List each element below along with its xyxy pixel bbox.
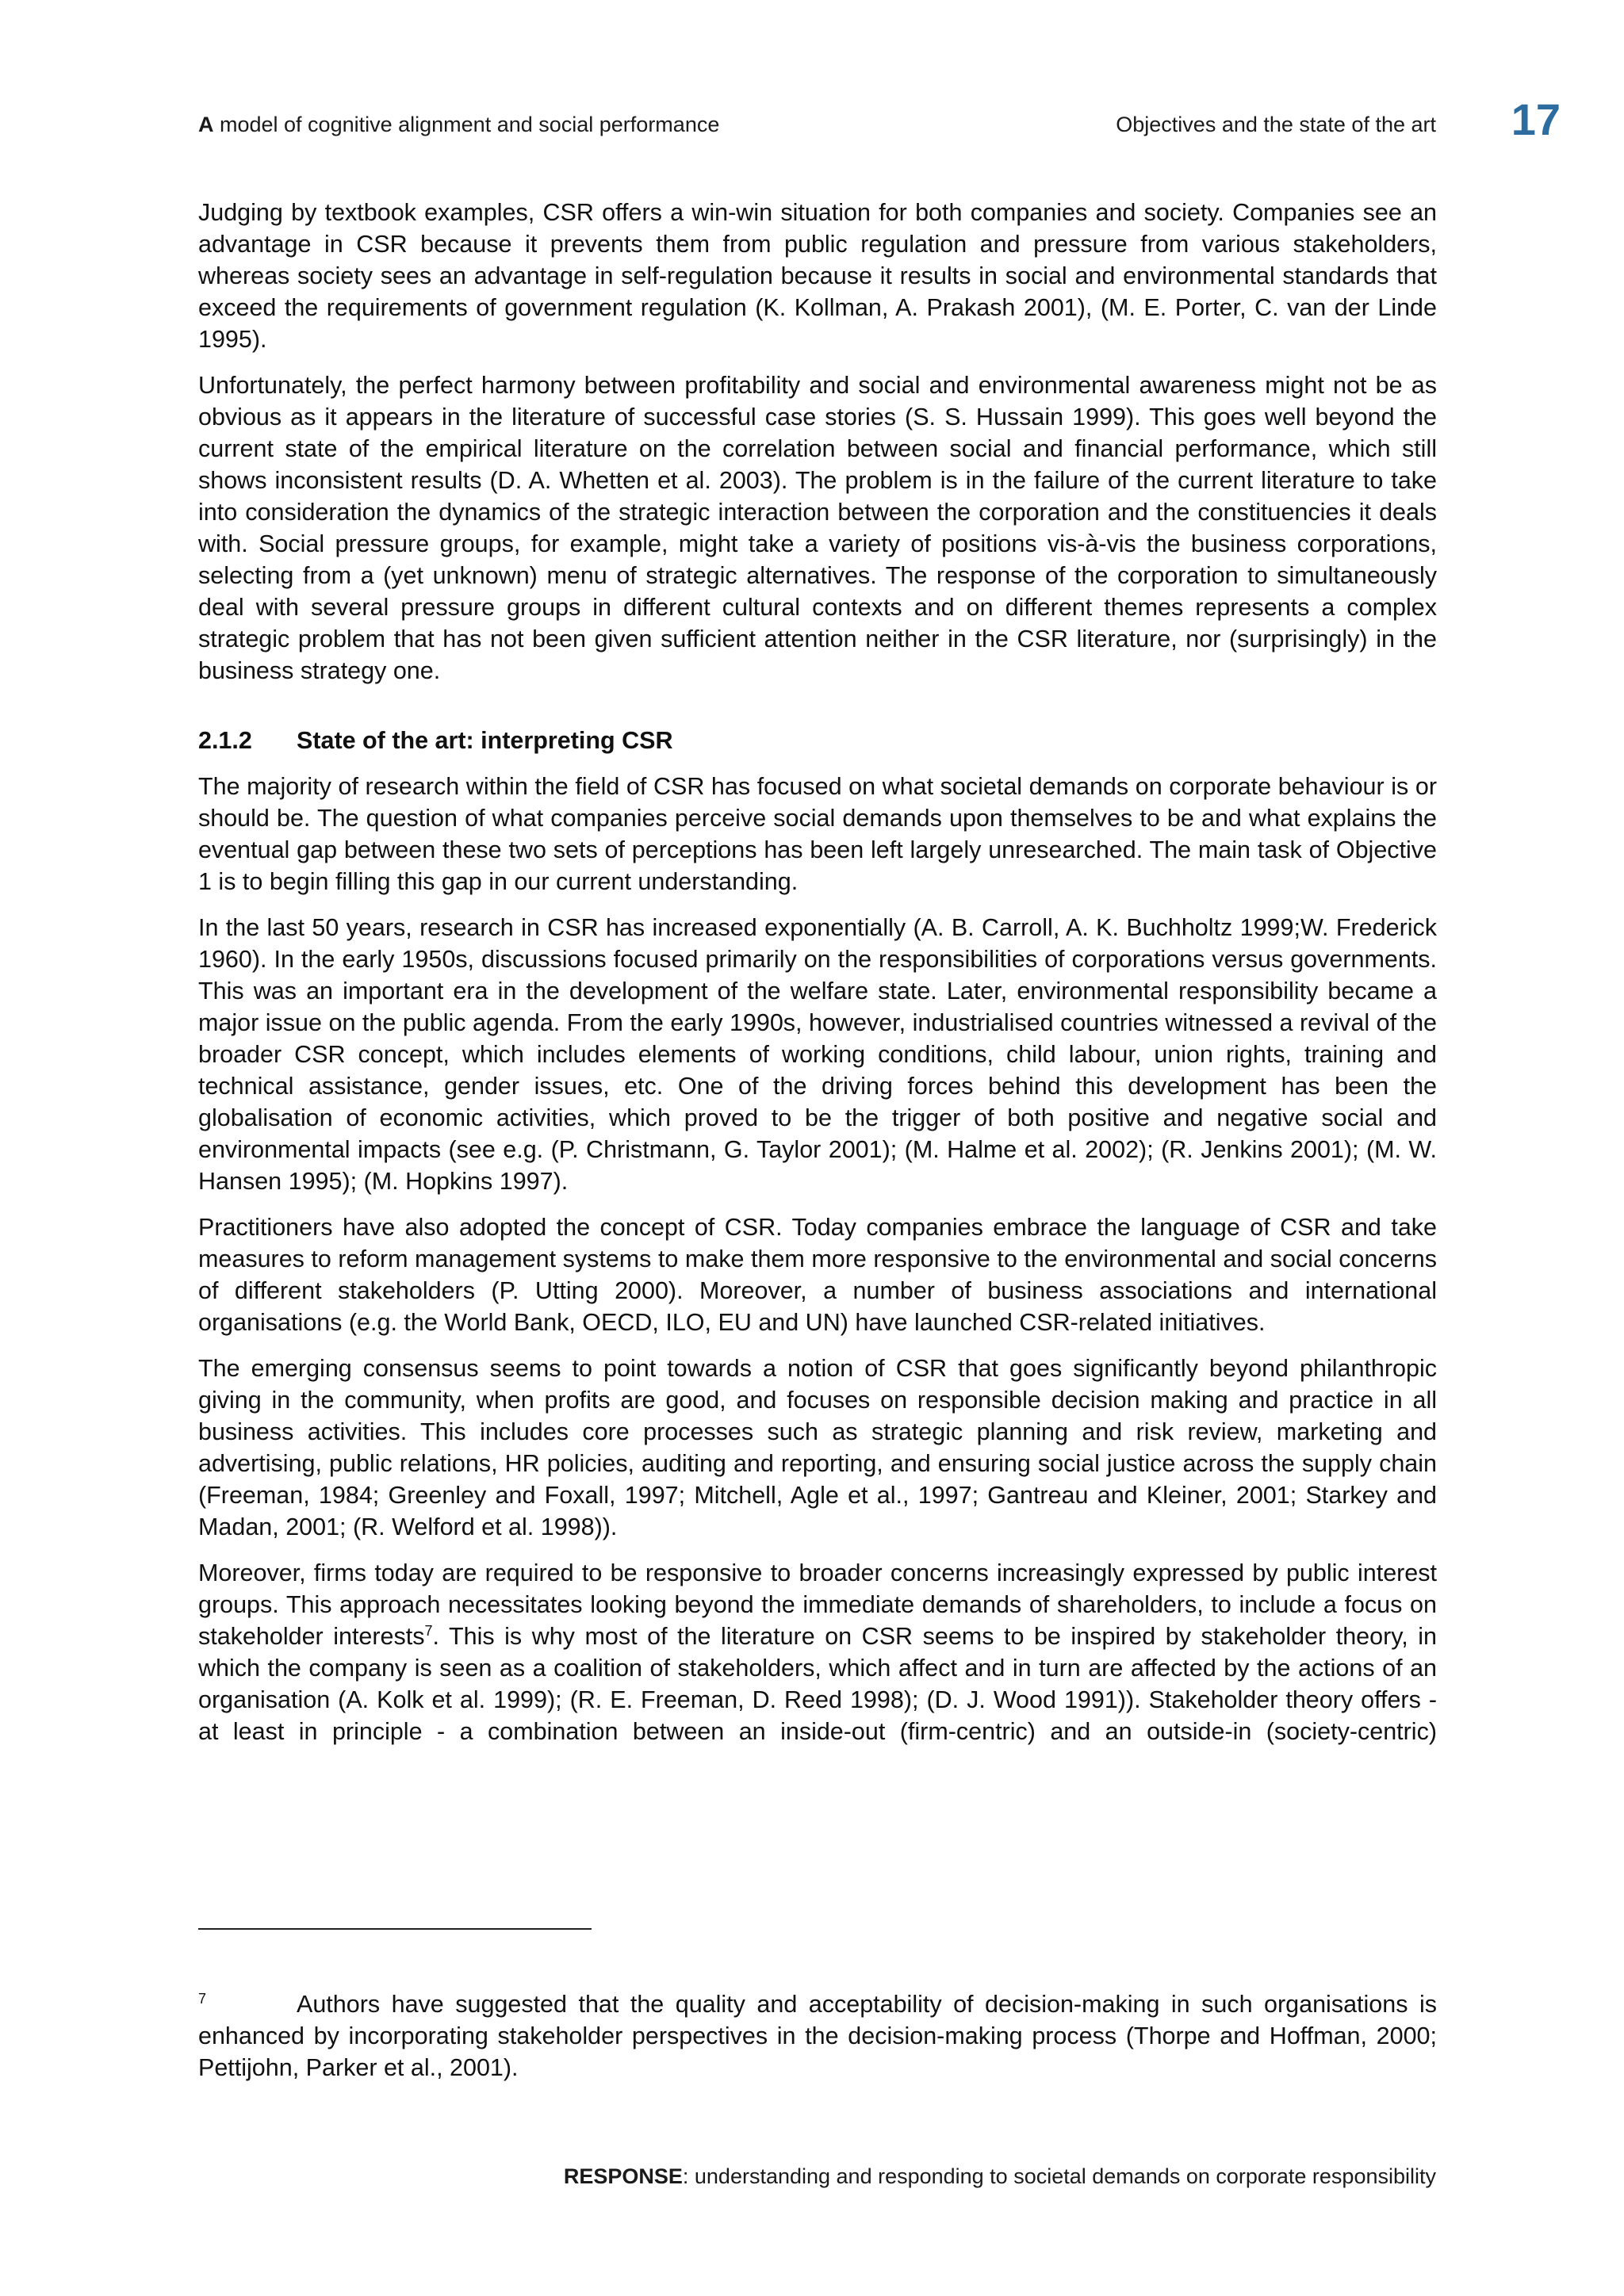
- running-header-right: Objectives and the state of the art: [1116, 113, 1436, 136]
- footnote: 7 Authors have suggested that the quality and acceptability of decision-making in such organisations is enhanced by incorporating stakeholder perspectives in the decision-making process (Thorpe and Hoffman, 2000; Pettijohn, Parker et al., 2001).: [198, 1990, 1437, 2081]
- footer-text: : understanding and responding to societal demands on corporate responsibility: [682, 2164, 1436, 2188]
- paragraph-4: In the last 50 years, research in CSR has increased exponentially (A. B. Carroll, A. K. Buchholtz 1999;W. Frederick 1960). In the early 1950s, discussions focused primarily on the responsibilities of corporations versus governments. This was an important era in the development of the welfare state. Later, environmental responsibility became a major issue on the public agenda. From the early 1990s, however, industrialised countries witnessed a revival of the broader CSR concept, which includes elements of working conditions, child labour, union rights, training and technical assistance, gender issues, etc. One of the driving forces behind this development has been the globalisation of economic activities, which proved to be the trigger of both positive and negative social and environmental impacts (see e.g. (P. Christmann, G. Taylor 2001); (M. Halme et al. 2002); (R. Jenkins 2001); (M. W. Hansen 1995); (M. Hopkins 1997).: [198, 914, 1437, 1195]
- paragraph-7-part-b: . This is why most of the literature on CSR seems to be inspired by stakeholder theory, in which the company is seen as a coalition of stakeholders, which affect and in turn are affected by the actions of an organisation (A. Kolk et al. 1999); (R. E. Freeman, D. Reed 1998); (D. J. Wood 1991)). Stakeholder theory offers - at least in principle - a combination between an inside-out (firm-centric) and an outside-in (society-centric): [198, 1623, 1437, 1745]
- body-text: [198, 197, 1437, 1762]
- running-footer: [564, 2164, 1436, 2189]
- paragraph-7: [198, 1557, 1437, 1747]
- footnote-text: Authors have suggested that the quality and acceptability of decision-making in such organisations is enhanced by incorporating stakeholder perspectives in the decision-making process (Thorpe and Hoffman, 2000; Pettijohn, Parker et al., 2001).: [198, 1991, 1437, 2081]
- running-header-left: [198, 113, 719, 137]
- page-number: 17: [1511, 94, 1561, 144]
- paragraph-6: The emerging consensus seems to point towards a notion of CSR that goes significantly beyond philanthropic giving in the community, when profits are good, and focuses on responsible decision making and practice in all business activities. This includes core processes such as strategic planning and risk review, marketing and advertising, public relations, HR policies, auditing and reporting, and ensuring social justice across the supply chain (Freeman, 1984; Greenley and Foxall, 1997; Mitchell, Agle et al., 1997; Gantreau and Kleiner, 2001; Starkey and Madan, 2001; (R. Welford et al. 1998)).: [198, 1355, 1437, 1540]
- section-number: 2.1.2: [198, 727, 252, 754]
- section-title: State of the art: interpreting CSR: [297, 727, 673, 754]
- section-heading: [198, 725, 1437, 756]
- paragraph-1: Judging by textbook examples, CSR offers a win-win situation for both companies and society. Companies see an advantage in CSR because it prevents them from public regulation and pressure from various stakeholders, whereas society sees an advantage in self-regulation because it results in social and environmental standards that exceed the requirements of government regulation (K. Kollman, A. Prakash 2001), (M. E. Porter, C. van der Linde 1995).: [198, 199, 1437, 353]
- paragraph-5: Practitioners have also adopted the concept of CSR. Today companies embrace the language of CSR and take measures to reform management systems to make them more responsive to the environmental and social concerns of different stakeholders (P. Utting 2000). Moreover, a number of business associations and international organisations (e.g. the World Bank, OECD, ILO, EU and UN) have launched CSR-related initiatives.: [198, 1214, 1437, 1336]
- paragraph-3: The majority of research within the field of CSR has focused on what societal demands on corporate behaviour is or should be. The question of what companies perceive social demands upon themselves to be and what explains the eventual gap between these two sets of perceptions has been left largely unresearched. The main task of Objective 1 is to begin filling this gap in our current understanding.: [198, 773, 1437, 895]
- paragraph-2: Unfortunately, the perfect harmony between profitability and social and environmental awareness might not be as obvious as it appears in the literature of successful case stories (S. S. Hussain 1999). This goes well beyond the current state of the empirical literature on the correlation between social and financial performance, which still shows inconsistent results (D. A. Whetten et al. 2003). The problem is in the failure of the current literature to take into consideration the dynamics of the strategic interaction between the corporation and the constituencies it deals with. Social pressure groups, for example, might take a variety of positions vis-à-vis the business corporations, selecting from a (yet unknown) menu of strategic alternatives. The response of the corporation to simultaneously deal with several pressure groups in different cultural contexts and on different themes represents a complex strategic problem that has not been given sufficient attention neither in the CSR literature, nor (surprisingly) in the business strategy one.: [198, 372, 1437, 684]
- paragraph-7-part-a: Moreover, firms today are required to be responsive to broader concerns increasingly expressed by public interest groups. This approach necessitates looking beyond the immediate demands of shareholders, to include a focus on stakeholder interests: [198, 1559, 1437, 1650]
- footer-bold: RESPONSE: [563, 2164, 683, 2188]
- footnote-separator: [198, 1928, 592, 1930]
- footnote-reference[interactable]: 7: [424, 1622, 433, 1639]
- header-left-bold: A: [198, 113, 214, 136]
- header-left-text: model of cognitive alignment and social performance: [213, 113, 720, 136]
